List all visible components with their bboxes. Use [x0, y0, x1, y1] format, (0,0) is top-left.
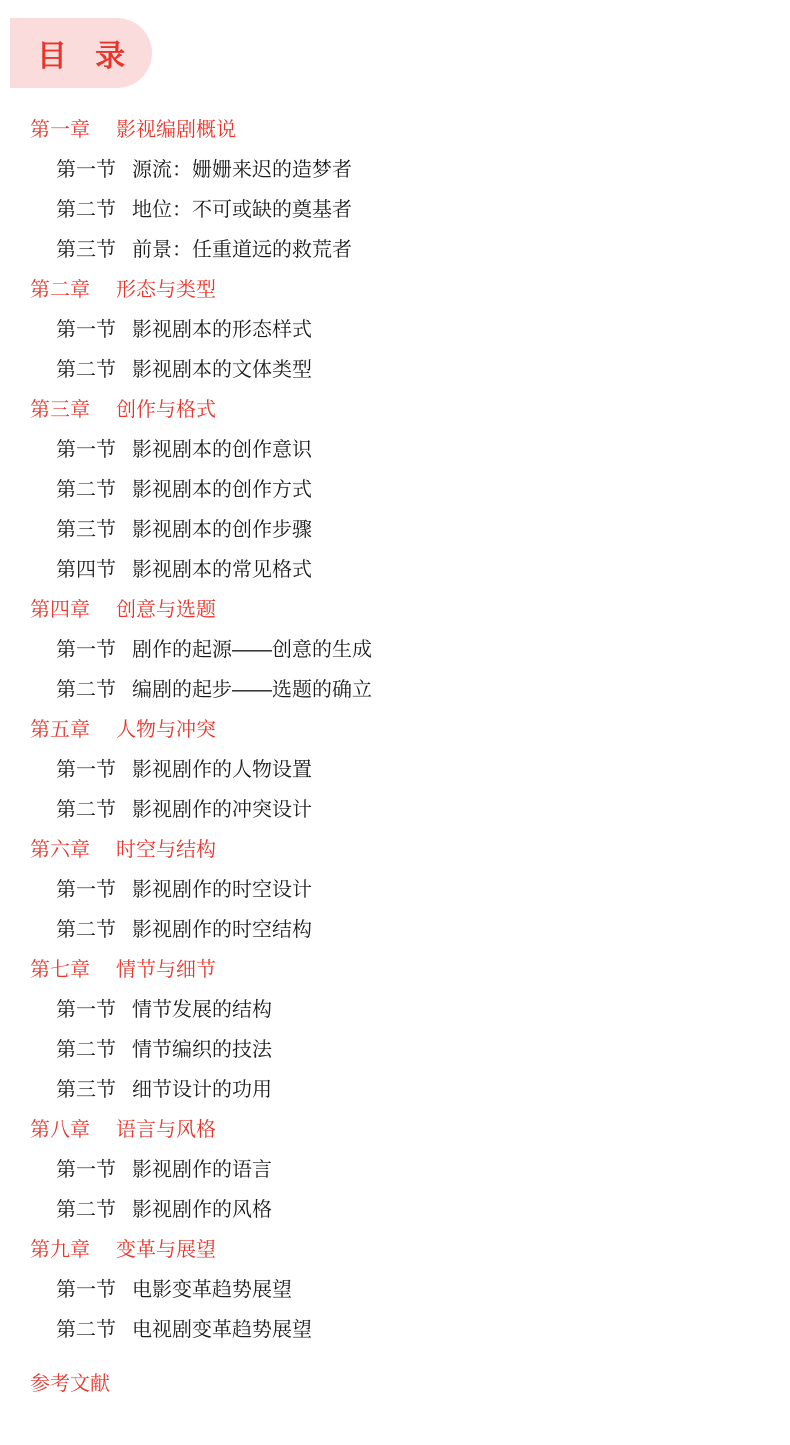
toc-chapter-title: 人物与冲突 [116, 719, 216, 741]
toc-chapter[interactable] [0, 710, 790, 750]
toc-section[interactable] [0, 1190, 790, 1230]
toc-section-number: 第一节 [56, 639, 116, 661]
toc-section[interactable] [0, 1310, 790, 1350]
toc-chapter-number: 第七章 [30, 959, 90, 981]
toc-chapter-title: 变革与展望 [116, 1239, 216, 1261]
toc-chapter-title: 时空与结构 [116, 839, 216, 861]
toc-section-number: 第二节 [56, 799, 116, 821]
toc-section-title: 影视剧作的冲突设计 [132, 799, 312, 821]
toc-section-title: 细节设计的功用 [132, 1079, 272, 1101]
toc-section-number: 第一节 [56, 999, 116, 1021]
toc-chapter[interactable] [0, 390, 790, 430]
toc-section-title: 电影变革趋势展望 [132, 1279, 292, 1301]
toc-section[interactable] [0, 550, 790, 590]
toc-section-number: 第一节 [56, 879, 116, 901]
toc-section-number: 第一节 [56, 319, 116, 341]
toc-section-title: 影视剧本的形态样式 [132, 319, 312, 341]
toc-section-title: 剧作的起源——创意的生成 [132, 639, 372, 661]
toc-section[interactable] [0, 910, 790, 950]
toc-section-title: 前景：任重道远的救荒者 [132, 239, 352, 261]
page-title: 目 录 [36, 40, 136, 73]
toc-chapter-number: 第一章 [30, 119, 90, 141]
toc-section[interactable] [0, 630, 790, 670]
toc-section-title: 影视剧作的时空设计 [132, 879, 312, 901]
toc-section-title: 影视剧作的风格 [132, 1199, 272, 1221]
toc-section-number: 第一节 [56, 1159, 116, 1181]
toc-section-title: 影视剧作的人物设置 [132, 759, 312, 781]
toc-chapter[interactable] [0, 830, 790, 870]
toc-section-number: 第一节 [56, 439, 116, 461]
toc-chapter-title: 语言与风格 [116, 1119, 216, 1141]
toc-chapter[interactable] [0, 270, 790, 310]
toc-section[interactable] [0, 230, 790, 270]
page-title-badge [10, 18, 152, 88]
toc-section[interactable] [0, 150, 790, 190]
toc-section[interactable] [0, 750, 790, 790]
toc-section[interactable] [0, 990, 790, 1030]
toc-section-number: 第一节 [56, 759, 116, 781]
toc-section-title: 情节编织的技法 [132, 1039, 272, 1061]
toc-section-title: 影视剧本的创作步骤 [132, 519, 312, 541]
toc-section[interactable] [0, 670, 790, 710]
toc-section-title: 影视剧作的语言 [132, 1159, 272, 1181]
toc-chapter-title: 形态与类型 [116, 279, 216, 301]
toc-section-number: 第二节 [56, 679, 116, 701]
toc-section-title: 情节发展的结构 [132, 999, 272, 1021]
toc-section-number: 第一节 [56, 159, 116, 181]
toc-section-title: 源流：姗姗来迟的造梦者 [132, 159, 352, 181]
toc-section-number: 第一节 [56, 1279, 116, 1301]
toc-chapter[interactable] [0, 1110, 790, 1150]
toc-section-title: 影视剧本的文体类型 [132, 359, 312, 381]
toc-section-title: 影视剧本的常见格式 [132, 559, 312, 581]
toc-section-title: 影视剧作的时空结构 [132, 919, 312, 941]
toc-section-number: 第二节 [56, 199, 116, 221]
toc-chapter-number: 第五章 [30, 719, 90, 741]
toc-chapter-number: 第八章 [30, 1119, 90, 1141]
toc-section[interactable] [0, 1030, 790, 1070]
toc-section[interactable] [0, 430, 790, 470]
toc-chapter[interactable] [0, 590, 790, 630]
toc-chapter[interactable] [0, 950, 790, 990]
toc-section[interactable] [0, 1070, 790, 1110]
table-of-contents [0, 110, 790, 1404]
toc-section[interactable] [0, 870, 790, 910]
toc-section[interactable] [0, 510, 790, 550]
toc-chapter-number: 第六章 [30, 839, 90, 861]
toc-section-number: 第二节 [56, 359, 116, 381]
toc-chapter-number: 第三章 [30, 399, 90, 421]
toc-section-title: 地位：不可或缺的奠基者 [132, 199, 352, 221]
toc-section-title: 影视剧本的创作方式 [132, 479, 312, 501]
toc-references[interactable]: 参考文献 [30, 1373, 110, 1395]
toc-section[interactable] [0, 1150, 790, 1190]
toc-section-number: 第三节 [56, 239, 116, 261]
toc-section[interactable] [0, 1270, 790, 1310]
toc-section[interactable] [0, 190, 790, 230]
toc-chapter-title: 影视编剧概说 [116, 119, 236, 141]
toc-section[interactable] [0, 470, 790, 510]
toc-chapter-title: 情节与细节 [116, 959, 216, 981]
toc-chapter-title: 创意与选题 [116, 599, 216, 621]
toc-section-number: 第三节 [56, 1079, 116, 1101]
toc-section-number: 第二节 [56, 1039, 116, 1061]
toc-section-number: 第三节 [56, 519, 116, 541]
toc-chapter-number: 第九章 [30, 1239, 90, 1261]
toc-section-number: 第四节 [56, 559, 116, 581]
toc-section-title: 影视剧本的创作意识 [132, 439, 312, 461]
toc-section-number: 第二节 [56, 479, 116, 501]
toc-chapter-title: 创作与格式 [116, 399, 216, 421]
toc-section[interactable] [0, 350, 790, 390]
toc-chapter[interactable] [0, 110, 790, 150]
toc-section-number: 第二节 [56, 919, 116, 941]
toc-section-title: 电视剧变革趋势展望 [132, 1319, 312, 1341]
toc-section[interactable] [0, 790, 790, 830]
toc-section[interactable] [0, 310, 790, 350]
toc-chapter-number: 第四章 [30, 599, 90, 621]
toc-section-number: 第二节 [56, 1319, 116, 1341]
toc-section-title: 编剧的起步——选题的确立 [132, 679, 372, 701]
toc-chapter-number: 第二章 [30, 279, 90, 301]
toc-section-number: 第二节 [56, 1199, 116, 1221]
toc-chapter[interactable] [0, 1230, 790, 1270]
